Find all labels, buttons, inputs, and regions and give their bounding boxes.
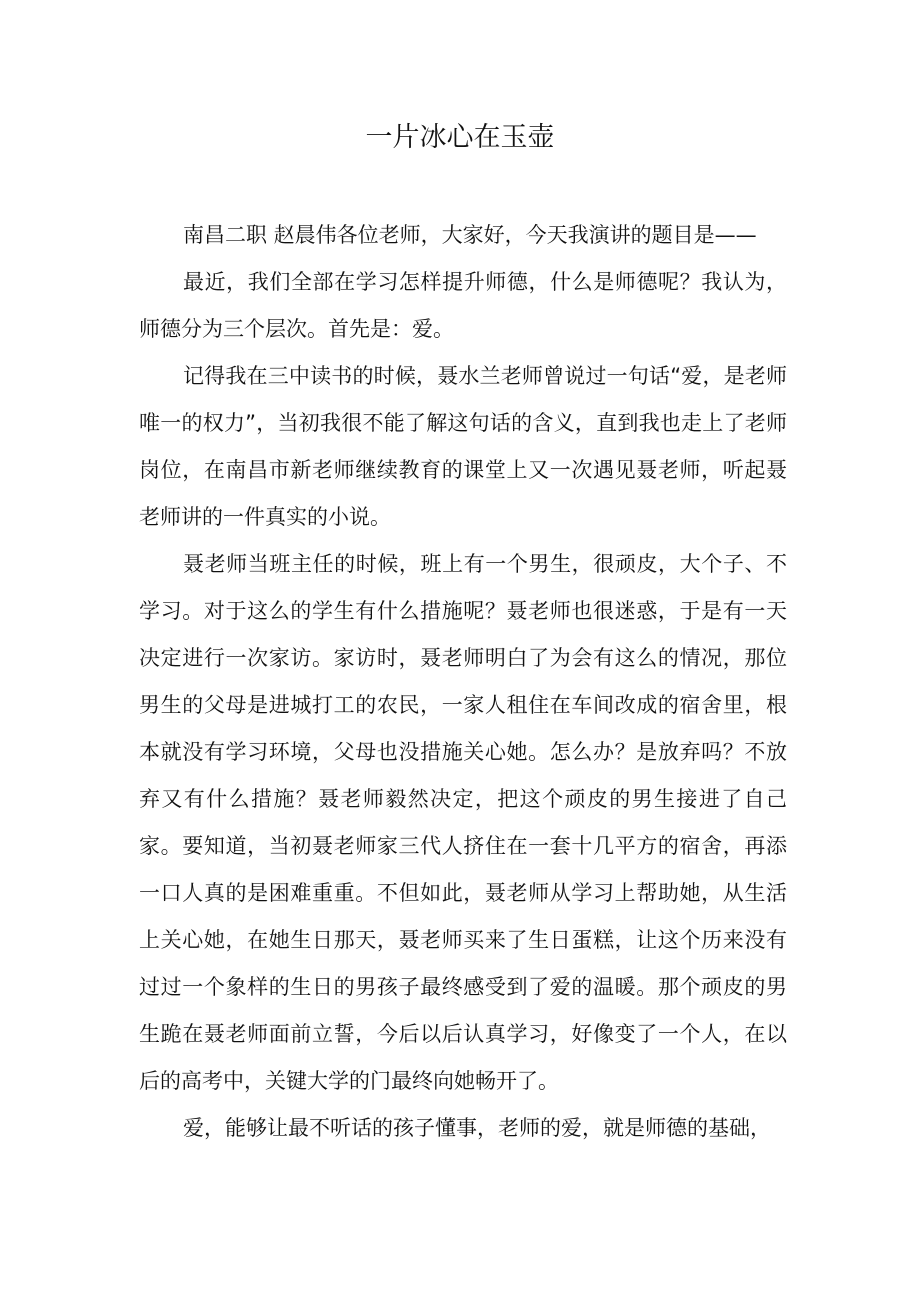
document-title: 一片冰心在玉壶 [365, 122, 555, 153]
paragraph-memory: 记得我在三中读书的时候，聂水兰老师曾说过一句话“爱，是老师唯一的权力”，当初我很不能了解这句话的含义，直到我也走上了老师岗位，在南昌市新老师继续教育的课堂上又一次遇见聂老师，听起聂老师讲的一件真实的小说。 [139, 364, 787, 529]
paragraph-story: 聂老师当班主任的时候，班上有一个男生，很顽皮，大个子、不学习。对于这么的学生有什么措施呢？聂老师也很迷惑，于是有一天决定进行一次家访。家访时，聂老师明白了为会有这么的情况，那位男生的父母是进城打工的农民，一家人租住在车间改成的宿舍里，根本就没有学习环境，父母也没措施关心她。怎么办？是放弃吗？不放弃又有什么措施？聂老师毅然决定，把这个顽皮的男生接进了自己家。要知道，当初聂老师家三代人挤住在一套十几平方的宿舍，再添一口人真的是困难重重。不但如此，聂老师从学习上帮助她，从生活上关心她，在她生日那天，聂老师买来了生日蛋糕，让这个历来没有过过一个象样的生日的男孩子最终感受到了爱的温暖。那个顽皮的男生跪在聂老师面前立誓，今后以后认真学习，好像变了一个人，在以后的高考中，关键大学的门最终向她畅开了。 [139, 552, 787, 1093]
document-body [139, 212, 787, 1152]
paragraph-intro: 最近，我们全部在学习怎样提升师德，什么是师德呢？我认为，师德分为三个层次。首先是：爱。 [139, 270, 787, 341]
paragraph-conclusion: 爱，能够让最不听话的孩子懂事，老师的爱，就是师德的基础， [183, 1116, 771, 1140]
paragraph-greeting: 南昌二职 赵晨伟各位老师，大家好，今天我演讲的题目是—— [183, 223, 757, 247]
